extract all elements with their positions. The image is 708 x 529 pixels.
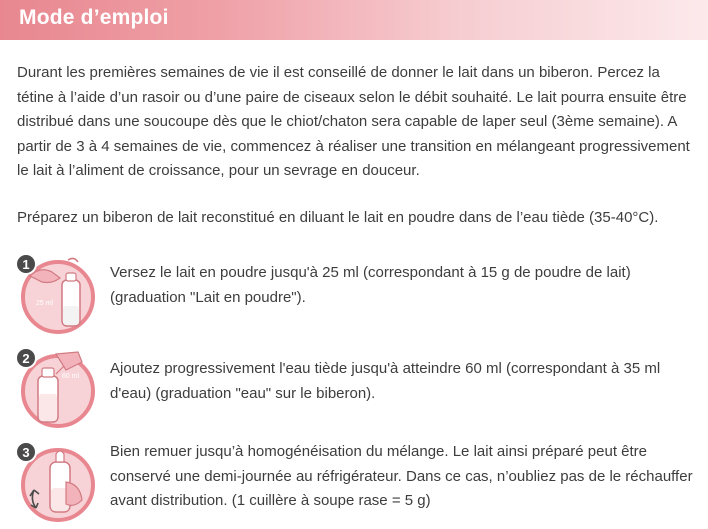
step-2-text: Ajoutez progressivement l'eau tiède jusqu'à atteindre 60 ml (correspondant à 35 ml d'eau) (graduation "eau" sur le biberon).: [110, 360, 661, 402]
pour-powder-icon: [12, 250, 98, 336]
step-1-number: 1: [22, 257, 30, 272]
step-3-text: Bien remuer jusqu’à homogénéisation du mélange. Le lait ainsi préparé peut être conservé une demi-journée au réfrigérateur. Dans ce cas, n’oubliez pas de le réchauffer avant distribution. (1 cuillère à soupe rase = 5 g): [110, 443, 693, 509]
intro-paragraph: Durant les premières semaines de vie il est conseillé de donner le lait dans un biberon. Percez la tétine à l’aide d’un rasoir ou d’une paire de ciseaux selon le débit souhaité. Le lait pourra ensuite être distribué dans une soucoupe dès que le chiot/chaton sera capable de laper seul (3ème semaine). A partir de 3 à 4 semaines de vie, commencez à réaliser une transition en mélangeant progressivement le lait à l’aliment de croissance, pour un sevrage en douceur.: [17, 64, 690, 179]
preparation-paragraph: Préparez un biberon de lait reconstitué en diluant le lait en poudre dans de l’eau tiède (35-40°C).: [17, 209, 659, 226]
step-2: [12, 344, 702, 434]
pour-water-icon: [12, 344, 98, 430]
step-1-graduation: 25 ml: [36, 300, 54, 307]
step-2-graduation: 60 ml: [62, 373, 80, 380]
section-title: Mode d’emploi: [19, 6, 169, 29]
step-1-text: Versez le lait en poudre jusqu'à 25 ml (correspondant à 15 g de poudre de lait) (graduation "Lait en poudre").: [110, 264, 631, 306]
step-2-number: 2: [22, 351, 30, 366]
step-3-number: 3: [22, 445, 30, 460]
step-1: [12, 250, 702, 340]
section-header: [0, 0, 708, 40]
step-3: [12, 438, 702, 528]
shake-bottle-icon: [12, 438, 98, 524]
